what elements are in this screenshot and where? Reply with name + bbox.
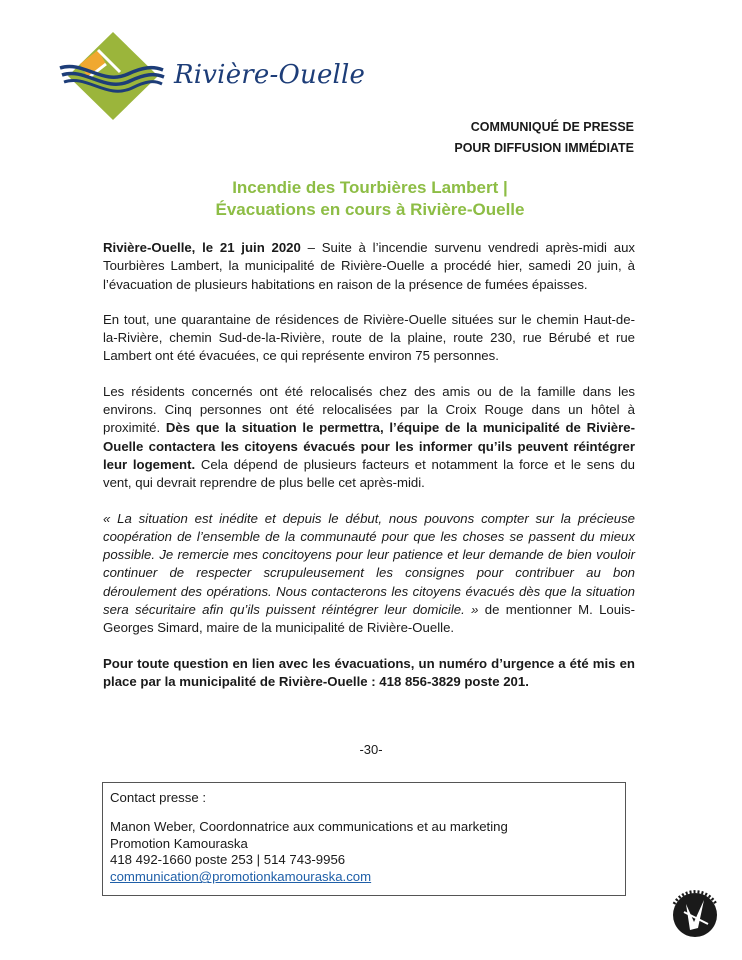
intro-text: – Suite à l’incendie survenu vendredi après-midi aux Tourbières Lambert, la municipalité de Rivière-Ouelle a procédé hier, samedi 20 juin, à l’évacuation de plusieurs habitations en raison de la présence de fumées épaisses. xyxy=(103,240,635,292)
contact-name-role: Manon Weber, Coordonnatrice aux communications et au marketing xyxy=(110,818,508,834)
paragraph-residences: En tout, une quarantaine de résidences de Rivière-Ouelle situées sur le chemin Haut-de-la-Rivière, chemin Sud-de-la-Rivière, route de la plaine, route 230, rue Bérubé et rue Lambert ont été évacuées, ce qui représente environ 75 personnes. xyxy=(103,311,635,364)
logo-text: Rivière-Ouelle xyxy=(174,60,366,90)
paragraph-intro xyxy=(103,239,635,294)
paragraph-quote xyxy=(103,510,635,638)
logo-diamond-icon xyxy=(58,30,168,120)
press-contact-box xyxy=(102,782,626,896)
press-title xyxy=(100,177,640,221)
contact-email-link[interactable]: communication@promotionkamouraska.com xyxy=(110,869,372,885)
relocation-bold-text: Dès que la situation le permettra, l’équipe de la municipalité de Rivière-Ouelle contactera les citoyens évacués pour les informer qu’ils peuvent réintégrer leur logement. xyxy=(103,420,635,472)
relocation-after-text: Cela dépend de plusieurs facteurs et notamment la force et le sens du vent, qui devrait reprendre de plus belle cet après-midi. xyxy=(103,456,635,491)
municipality-logo xyxy=(58,30,366,120)
immediate-release-label: POUR DIFFUSION IMMÉDIATE xyxy=(454,141,634,155)
paragraph-relocation xyxy=(103,383,635,493)
paragraph-emergency-number: Pour toute question en lien avec les évacuations, un numéro d’urgence a été mis en place par la municipalité de Rivière-Ouelle : 418 856-3829 poste 201. xyxy=(103,655,635,689)
contact-organization: Promotion Kamouraska xyxy=(110,835,248,851)
relocation-text: Les résidents concernés ont été relocalisés chez des amis ou de la famille dans les environs. Cinq personnes ont été relocalisées par la Croix Rouge dans un hôtel à proximité. xyxy=(103,383,635,436)
title-line-2: Évacuations en cours à Rivière-Ouelle xyxy=(215,200,525,219)
contact-phones: 418 492-1660 poste 253 | 514 743-9956 xyxy=(110,852,346,868)
mayor-quote: « La situation est inédite et depuis le début, nous pouvons compter sur la précieuse coopération de l’ensemble de la communauté pour que les choses se passent du mieux possible. Je remercie mes concitoyens pour leur patience et leur demande de bien vouloir continuer de respecter scrupuleusement les consignes pour contribuer au bon déroulement des opérations. Nous contacterons les citoyens évacués dès que la situation sera sécuritaire afin qu’ils puissent réintégrer leur domicile. » xyxy=(103,510,635,618)
quote-attribution: de mentionner M. Louis-Georges Simard, maire de la municipalité de Rivière-Ouelle. xyxy=(103,602,636,636)
le-kamouraska-stamp-icon xyxy=(664,882,726,944)
press-body xyxy=(103,239,635,708)
press-release-label: COMMUNIQUÉ DE PRESSE xyxy=(470,120,634,134)
contact-label: Contact presse : xyxy=(110,790,207,805)
title-line-1: Incendie des Tourbières Lambert | xyxy=(232,178,508,197)
end-marker: -30- xyxy=(359,742,383,757)
press-release-header xyxy=(454,117,634,159)
dateline: Rivière-Ouelle, le 21 juin 2020 xyxy=(103,240,301,255)
